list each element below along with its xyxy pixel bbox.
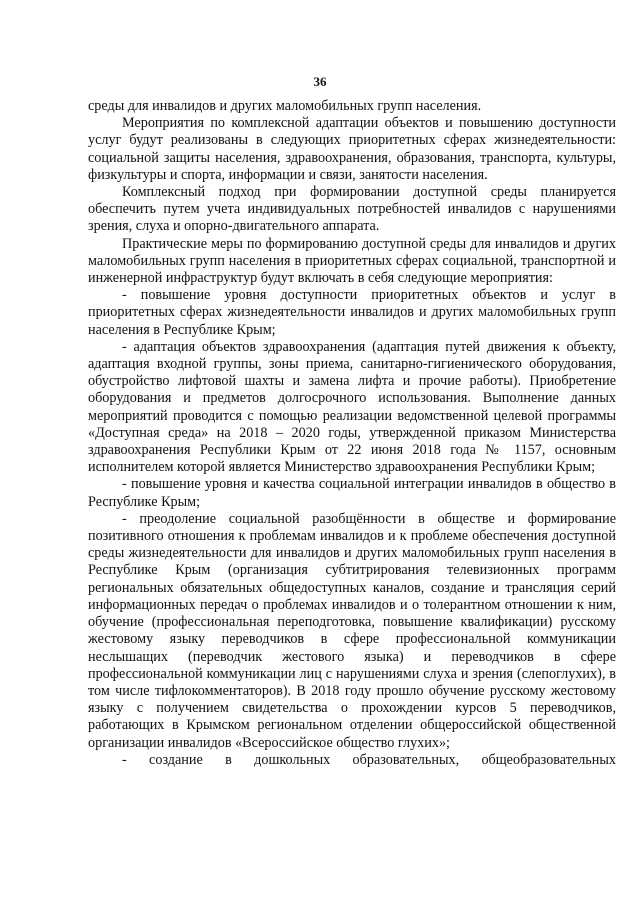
list-item-healthcare-adaptation: - адаптация объектов здравоохранения (адаптация путей движения к объекту, адаптация входной группы, зоны приема, санитарно-гигиенического оборудования, обустройство лифтовой шахты и замена лифта и прочие работы). Приобретение оборудования и предметов долгосрочного использования. Выполнение данных мероприятий проводится с помощью реализации ведомственной целевой программы «Доступная среда» на 2018 – 2020 годы, утвержденной приказом Министерства здравоохранения Республики Крым от 22 июня 2018 года № 1157, основным исполнителем которой является Министерство здравоохранения Республики Крым; bbox=[88, 338, 616, 476]
paragraph-adaptation-spheres: Мероприятия по комплексной адаптации объектов и повышению доступности услуг будут реализованы в следующих приоритетных сферах жизнедеятельности: социальной защиты населения, здравоохранения, образования, транспорта, культуры, физкультуры и спорта, информации и связи, занятости населения. bbox=[88, 115, 616, 183]
list-item-social-integration: - повышение уровня и качества социальной интеграции инвалидов в общество в Республике Крым; bbox=[88, 476, 616, 510]
paragraph-continuation: среды для инвалидов и других маломобильных групп населения. bbox=[88, 98, 482, 114]
document-body bbox=[88, 98, 616, 769]
page-number: 36 bbox=[313, 74, 327, 89]
paragraph-practical-measures: Практические меры по формированию доступной среды для инвалидов и других маломобильных групп населения в приоритетных сферах социальной, транспортной и инженерной инфраструктур будут включать в себя следующие мероприятия: bbox=[88, 235, 616, 287]
list-item-overcoming-disunity: - преодоление социальной разобщённости в обществе и формирование позитивного отношения к проблемам инвалидов и к проблеме обеспечения доступной среды жизнедеятельности для инвалидов и других маломобильных групп населения в Республике Крым (организация субтитрирования телевизионных программ региональных обязательных общедоступных каналов, создание и трансляция серий информационных передач о проблемах инвалидов и о толерантном отношении к ним, обучение (профессиональная переподготовка, повышение квалификации) русскому жестовому языку переводчиков в сфере профессиональной коммуникации неслышащих (переводчик жестового языка) и переводчиков в сфере профессиональной коммуникации лиц с нарушениями слуха и зрения (слепоглухих), в том числе тифлокомментаторов). В 2018 году прошло обучение русскому жестовому языку с получением свидетельства о прохождении курсов 5 переводчиков, работающих в Крымском региональном отделении общероссийской общественной организации инвалидов «Всероссийское общество глухих»; bbox=[88, 510, 616, 751]
paragraph-complex-approach: Комплексный подход при формировании доступной среды планируется обеспечить путем учета индивидуальных потребностей инвалидов с нарушениями зрения, слуха и опорно-двигательного аппарата. bbox=[88, 184, 616, 235]
list-item-accessibility-level: - повышение уровня доступности приоритетных объектов и услуг в приоритетных сферах жизнедеятельности инвалидов и других маломобильных групп населения в Республике Крым; bbox=[88, 287, 616, 338]
list-item-education-creation: - создание в дошкольных образовательных, общеобразовательных bbox=[122, 751, 616, 768]
